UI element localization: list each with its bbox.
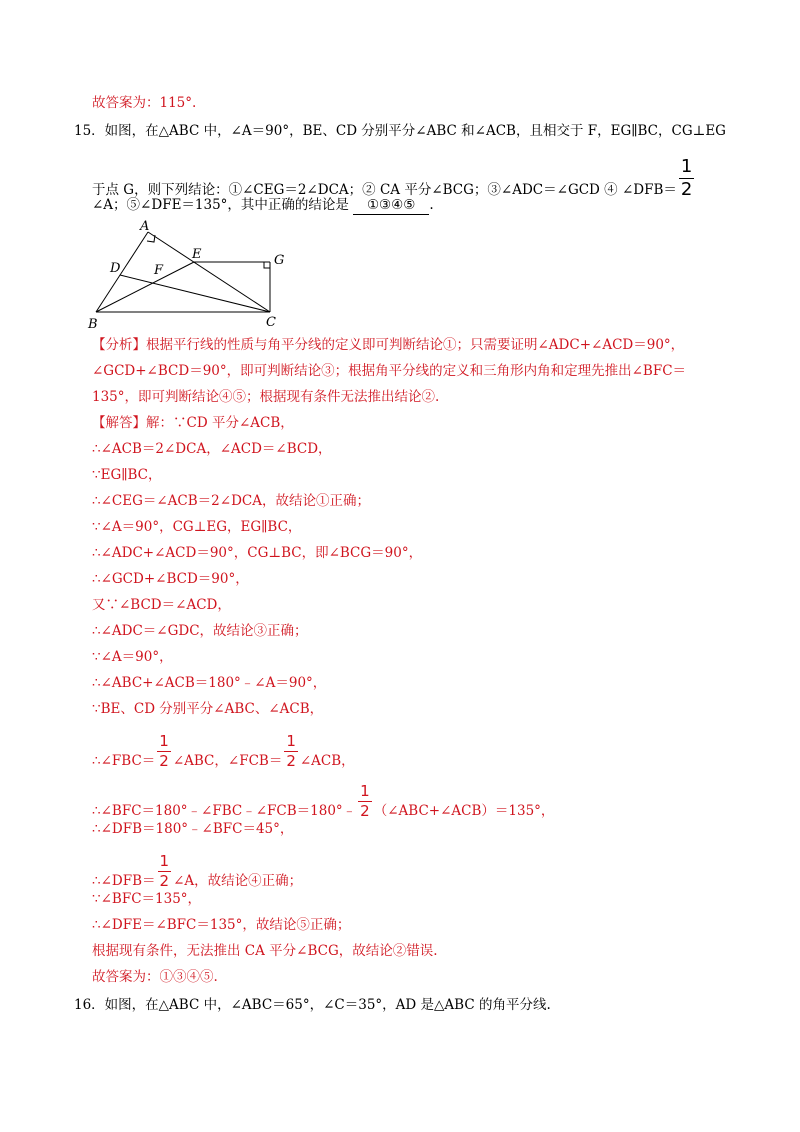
analysis-line-3: 135°，即可判断结论④⑤；根据现有条件无法推出结论②. [92, 389, 440, 405]
question-15-line-3 [92, 196, 434, 215]
analysis-line-1: 【分析】根据平行线的性质与角平分线的定义即可判断结论①；只需要证明∠ADC+∠ACD＝90°， [92, 337, 685, 353]
fraction-denominator: 2 [680, 179, 693, 200]
text: ∠ACB， [299, 753, 355, 769]
solution-line-10: ∵∠A＝90°， [92, 649, 173, 665]
segment-ba [96, 232, 148, 312]
solution-line-3: ∵EG∥BC， [92, 467, 162, 483]
fraction-denominator: 2 [286, 752, 296, 770]
answer-line-14: 故答案为：115°. [92, 95, 197, 111]
question-15-text-end: ∠A；⑤∠DFE＝135°，其中正确的结论是 [92, 197, 349, 213]
solution-line-8: 又∵∠BCD＝∠ACD， [92, 597, 231, 613]
solution-line-1: 【解答】解：∵CD 平分∠ACB， [92, 415, 294, 431]
solution-line-4: ∴∠CEG＝∠ACB＝2∠DCA，故结论①正确； [92, 493, 370, 509]
fraction-half [358, 784, 372, 819]
question-15-line-1: 15．如图，在△ABC 中，∠A＝90°，BE、CD 分别平分∠ABC 和∠ACB，且相交于 F，EG∥BC，CG⊥EG [74, 123, 726, 139]
text: （∠ABC+∠ACB）＝135°， [373, 803, 555, 819]
segment-dc [120, 275, 270, 312]
solution-line-7: ∴∠GCD+∠BCD＝90°， [92, 571, 249, 587]
text: ∴∠BFC＝180°﹣∠FBC﹣∠FCB＝180°﹣ [92, 803, 357, 819]
question-15-text: 于点 G，则下列结论：①∠CEG＝2∠DCA；② CA 平分∠BCG；③∠ADC＝∠GCD ④ ∠DFB＝ [92, 182, 677, 198]
solution-line-5: ∵∠A＝90°，CG⊥EG，EG∥BC， [92, 519, 302, 535]
fraction-half [158, 854, 172, 889]
segment-ac [148, 232, 270, 312]
fraction-numerator: 1 [360, 782, 370, 800]
fraction-half [157, 734, 171, 769]
solution-line-15: ∴∠DFB＝180°﹣∠BFC＝45°， [92, 821, 294, 837]
text: ∠A，故结论④正确； [173, 873, 303, 889]
fraction-denominator: 2 [360, 802, 370, 820]
label-a: A [140, 219, 150, 234]
geometry-diagram [86, 218, 296, 330]
fraction-half [679, 158, 694, 199]
fraction-numerator: 1 [159, 852, 170, 870]
label-e: E [192, 247, 202, 262]
solution-line-6: ∴∠ADC+∠ACD＝90°，CG⊥BC，即∠BCG＝90°， [92, 545, 423, 561]
solution-line-12: ∵BE、CD 分别平分∠ABC、∠ACB， [92, 701, 324, 717]
fraction-denominator: 2 [159, 872, 170, 890]
text: ∠ABC，∠FCB＝ [172, 753, 283, 769]
label-b: B [88, 317, 98, 330]
label-g: G [274, 253, 285, 268]
fraction-numerator: 1 [680, 156, 693, 177]
fraction-denominator: 2 [159, 752, 169, 770]
fraction-half [284, 734, 298, 769]
label-f: F [154, 263, 164, 278]
right-angle-mark-g [264, 262, 270, 268]
solution-line-11: ∴∠ABC+∠ACB＝180°﹣∠A＝90°， [92, 675, 327, 691]
solution-line-9: ∴∠ADC＝∠GDC，故结论③正确； [92, 623, 308, 639]
solution-line-2: ∴∠ACB＝2∠DCA，∠ACD＝∠BCD， [92, 441, 332, 457]
solution-line-20: 故答案为：①③④⑤. [92, 969, 218, 985]
solution-line-17: ∵∠BFC＝135°， [92, 891, 202, 907]
analysis-line-2: ∠GCD+∠BCD＝90°，即可判断结论③；根据角平分线的定义和三角形内角和定理先推出∠BFC＝ [92, 363, 687, 379]
answer-blank: ①③④⑤ [353, 196, 429, 215]
question-16: 16．如图，在△ABC 中，∠ABC＝65°，∠C＝35°，AD 是△ABC 的角平分线. [74, 997, 551, 1013]
label-c: C [266, 315, 276, 330]
fraction-numerator: 1 [159, 732, 169, 750]
solution-line-13 [92, 732, 355, 779]
text: ∴∠FBC＝ [92, 753, 156, 769]
fraction-numerator: 1 [286, 732, 296, 750]
label-d: D [110, 261, 121, 276]
solution-line-19: 根据现有条件，无法推出 CA 平分∠BCG，故结论②错误. [92, 943, 438, 959]
solution-line-18: ∴∠DFE＝∠BFC＝135°，故结论⑤正确； [92, 917, 351, 933]
text: ∴∠DFB＝ [92, 873, 156, 889]
period: . [429, 197, 434, 213]
